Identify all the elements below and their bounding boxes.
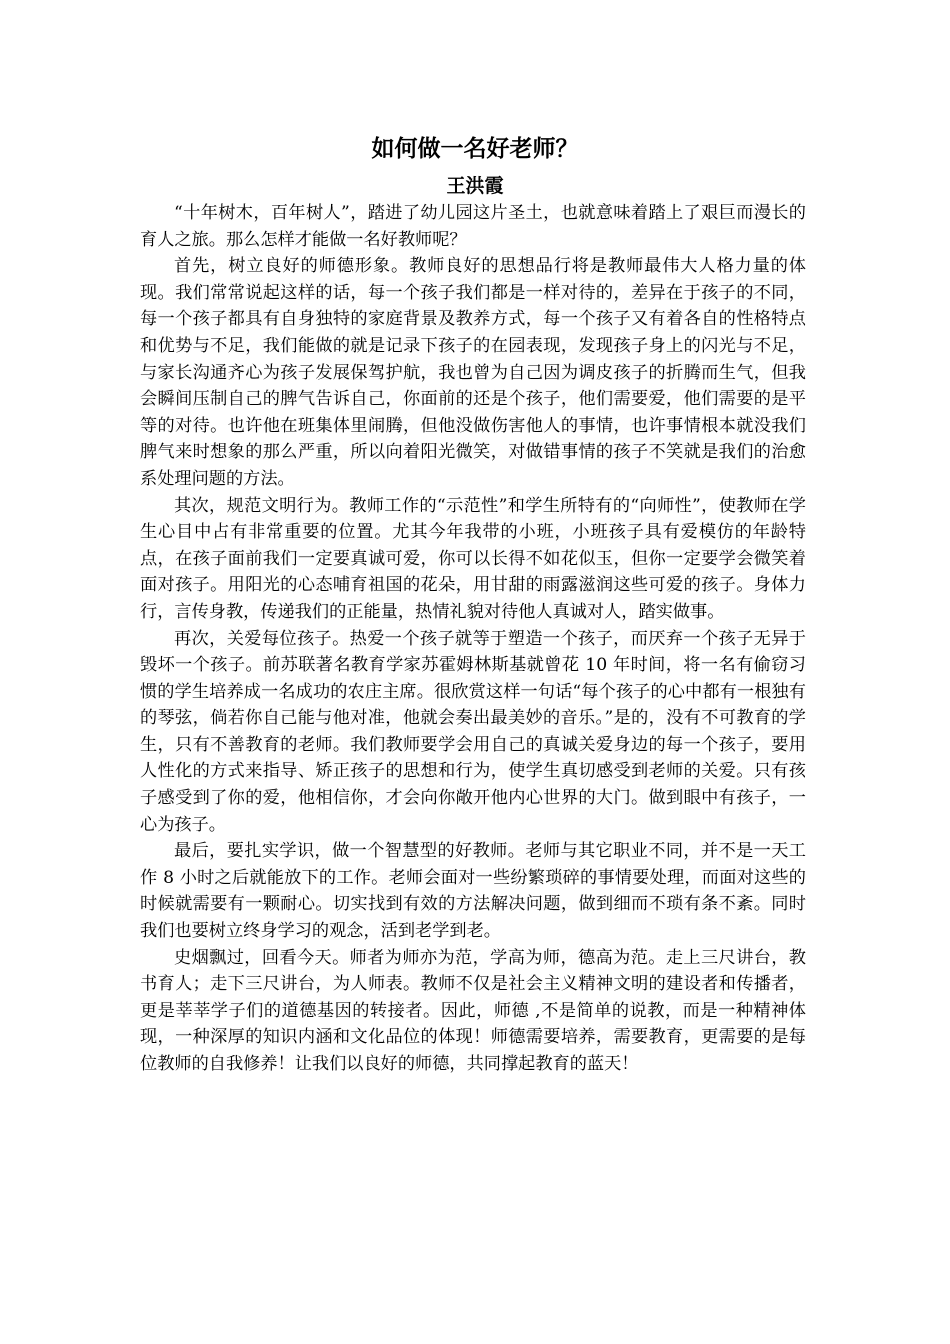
paragraph-third: 再次，关爱每位孩子。热爱一个孩子就等于塑造一个孩子，而厌弃一个孩子无异于毁坏一个孩子。前苏联著名教育学家苏霍姆林斯基就曾花 10 年时间，将一名有偷窃习惯的学生培养成一名成功的农庄主席。很欣赏这样一句话“每个孩子的心中都有一根独有的琴弦，倘若你自己能与他对准，他就会奏出最美妙的音乐。”是的，没有不可教育的学生，只有不善教育的老师。我们教师要学会用自己的真诚关爱身边的每一个孩子，要用人性化的方式来指导、矫正孩子的思想和行为，使学生真切感受到老师的关爱。只有孩子感受到了你的爱，他相信你，才会向你敞开他内心世界的大门。做到眼中有孩子，一心为孩子。 <box>140 628 806 835</box>
paragraph-second: 其次，规范文明行为。教师工作的“示范性”和学生所特有的“向师性”，使教师在学生心目中占有非常重要的位置。尤其今年我带的小班，小班孩子具有爱模仿的年龄特点，在孩子面前我们一定要真诚可爱，你可以长得不如花似玉，但你一定要学会微笑着面对孩子。用阳光的心态哺育祖国的花朵，用甘甜的雨露滋润这些可爱的孩子。身体力行，言传身教，传递我们的正能量，热情礼貌对待他人真诚对人，踏实做事。 <box>140 495 806 622</box>
document-author: 王洪霞 <box>446 175 504 197</box>
paragraph-first: 首先，树立良好的师德形象。教师良好的思想品行将是教师最伟大人格力量的体现。我们常常说起这样的话，每一个孩子我们都是一样对待的，差异在于孩子的不同，每一个孩子都具有自身独特的家庭背景及教养方式，每一个孩子又有着各自的性格特点和优势与不足，我们能做的就是记录下孩子的在园表现，发现孩子身上的闪光与不足，与家长沟通齐心为孩子发展保驾护航，我也曾为自己因为调皮孩子的折腾而生气，但我会瞬间压制自己的脾气告诉自己，你面前的还是个孩子，他们需要爱，他们需要的是平等的对待。也许他在班集体里闹腾，但他没做伤害他人的事情，也许事情根本就没我们脾气来时想象的那么严重，所以向着阳光微笑，对做错事情的孩子不笑就是我们的治愈系处理问题的方法。 <box>140 256 806 489</box>
paragraph-fourth: 最后，要扎实学识，做一个智慧型的好教师。老师与其它职业不同，并不是一天工作 8 小时之后就能放下的工作。老师会面对一些纷繁琐碎的事情要处理，而面对这些的时候就需要有一颗耐心。切实找到有效的方法解决问题，做到细而不琐有条不紊。同时我们也要树立终身学习的观念，活到老学到老。 <box>140 841 806 942</box>
document-title: 如何做一名好老师？ <box>371 135 579 162</box>
paragraph-conclusion: 史烟飘过，回看今天。师者为师亦为范，学高为师，德高为范。走上三尺讲台，教书育人；走下三尺讲台，为人师表。教师不仅是社会主义精神文明的建设者和传播者，更是莘莘学子们的道德基因的转接者。因此，师德 ,不是简单的说教，而是一种精神体现，一种深厚的知识内涵和文化品位的体现！师德需要培养，需要教育，更需要的是每位教师的自我修养！让我们以良好的师德，共同撑起教育的蓝天！ <box>140 947 806 1074</box>
document-body <box>140 200 806 1078</box>
paragraph-intro: “十年树木，百年树人”，踏进了幼儿园这片圣土，也就意味着踏上了艰巨而漫长的育人之旅。那么怎样才能做一名好教师呢？ <box>140 203 806 250</box>
